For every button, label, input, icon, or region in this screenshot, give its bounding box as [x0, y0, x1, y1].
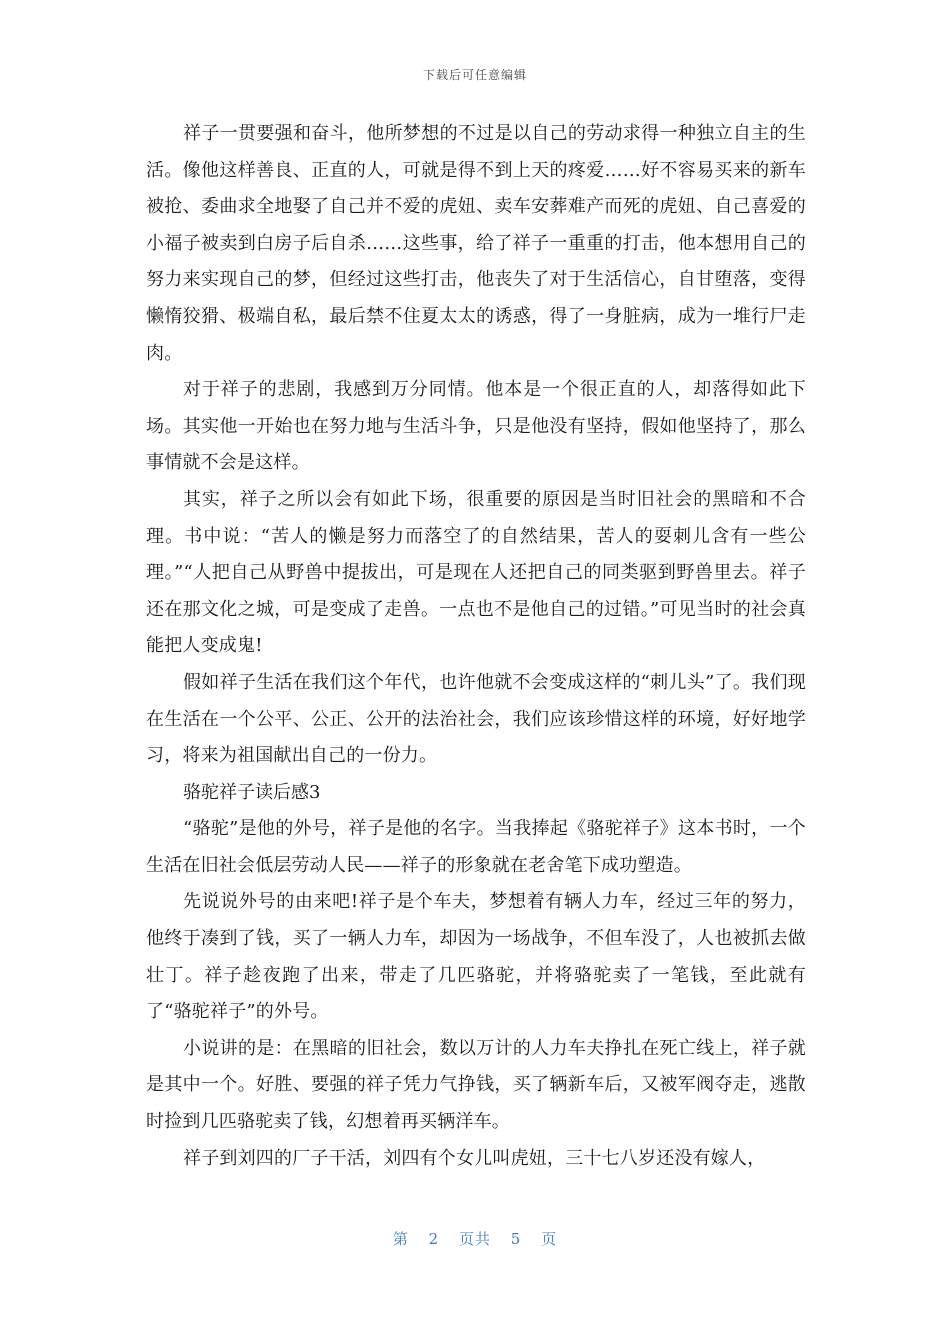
paragraph: 对于祥子的悲剧，我感到万分同情。他本是一个很正直的人，却落得如此下场。其实他一开始也在努力地与生活斗争，只是他没有坚持，假如他坚持了，那么事情就不会是这样。: [146, 379, 806, 474]
paragraph: 小说讲的是：在黑暗的旧社会，数以万计的人力车夫挣扎在死亡线上，祥子就是其中一个。好胜、要强的祥子凭力气挣钱，买了辆新车后，又被军阀夺走，逃散时捡到几匹骆驼卖了钱，幻想着再买辆洋车。: [146, 1037, 806, 1133]
page-number: 第 2 页共 5 页: [392, 1230, 558, 1248]
document-body: [146, 116, 806, 1177]
paragraph: 假如祥子生活在我们这个年代，也许他就不会变成这样的“刺儿头”了。我们现在生活在一个公平、公正、公开的法治社会，我们应该珍惜这样的环境，好好地学习，将来为祖国献出自己的一份力。: [146, 671, 806, 767]
paragraph: 祥子到刘四的厂子干活，刘四有个女儿叫虎妞，三十七八岁还没有嫁人，: [183, 1147, 766, 1169]
page-header-note: 下载后可任意编辑: [422, 68, 527, 82]
paragraph: 祥子一贯要强和奋斗，他所梦想的不过是以自己的劳动求得一种独立自主的生活。像他这样善良、正直的人，可就是得不到上天的疼爱……好不容易买来的新车被抢、委曲求全地娶了自己并不爱的虎妞、卖车安葬难产而死的虎妞、自己喜爱的小福子被卖到白房子后自杀……这些事，给了祥子一重重的打击，他本想用自己的努力来实现自己的梦，但经过这些打击，他丧失了对于生活信心，自甘堕落，变得懒惰狡猾、极端自私，最后禁不住夏太太的诱惑，得了一身脏病，成为一堆行尸走肉。: [146, 123, 806, 364]
paragraph: “骆驼”是他的外号，祥子是他的名字。当我捧起《骆驼祥子》这本书时，一个生活在旧社会低层劳动人民——祥子的形象就在老舍笔下成功塑造。: [146, 818, 806, 876]
paragraph: 先说说外号的由来吧!祥子是个车夫，梦想着有辆人力车，经过三年的努力，他终于凑到了钱，买了一辆人力车，却因为一场战争，不但车没了，人也被抓去做壮丁。祥子趁夜跑了出来，带走了几匹骆驼，并将骆驼卖了一笔钱，至此就有了“骆驼祥子”的外号。: [146, 891, 806, 1023]
paragraph: 其实，祥子之所以会有如此下场，很重要的原因是当时旧社会的黑暗和不合理。书中说：“苦人的懒是努力而落空了的自然结果，苦人的耍刺儿含有一些公理。”“人把自己从野兽中提拔出，可是现在人还把自己的同类驱到野兽里去。祥子还在那文化之城，可是变成了走兽。一点也不是他自己的过错。”可见当时的社会真能把人变成鬼!: [146, 488, 806, 657]
section-title: 骆驼祥子读后感3: [183, 781, 321, 803]
